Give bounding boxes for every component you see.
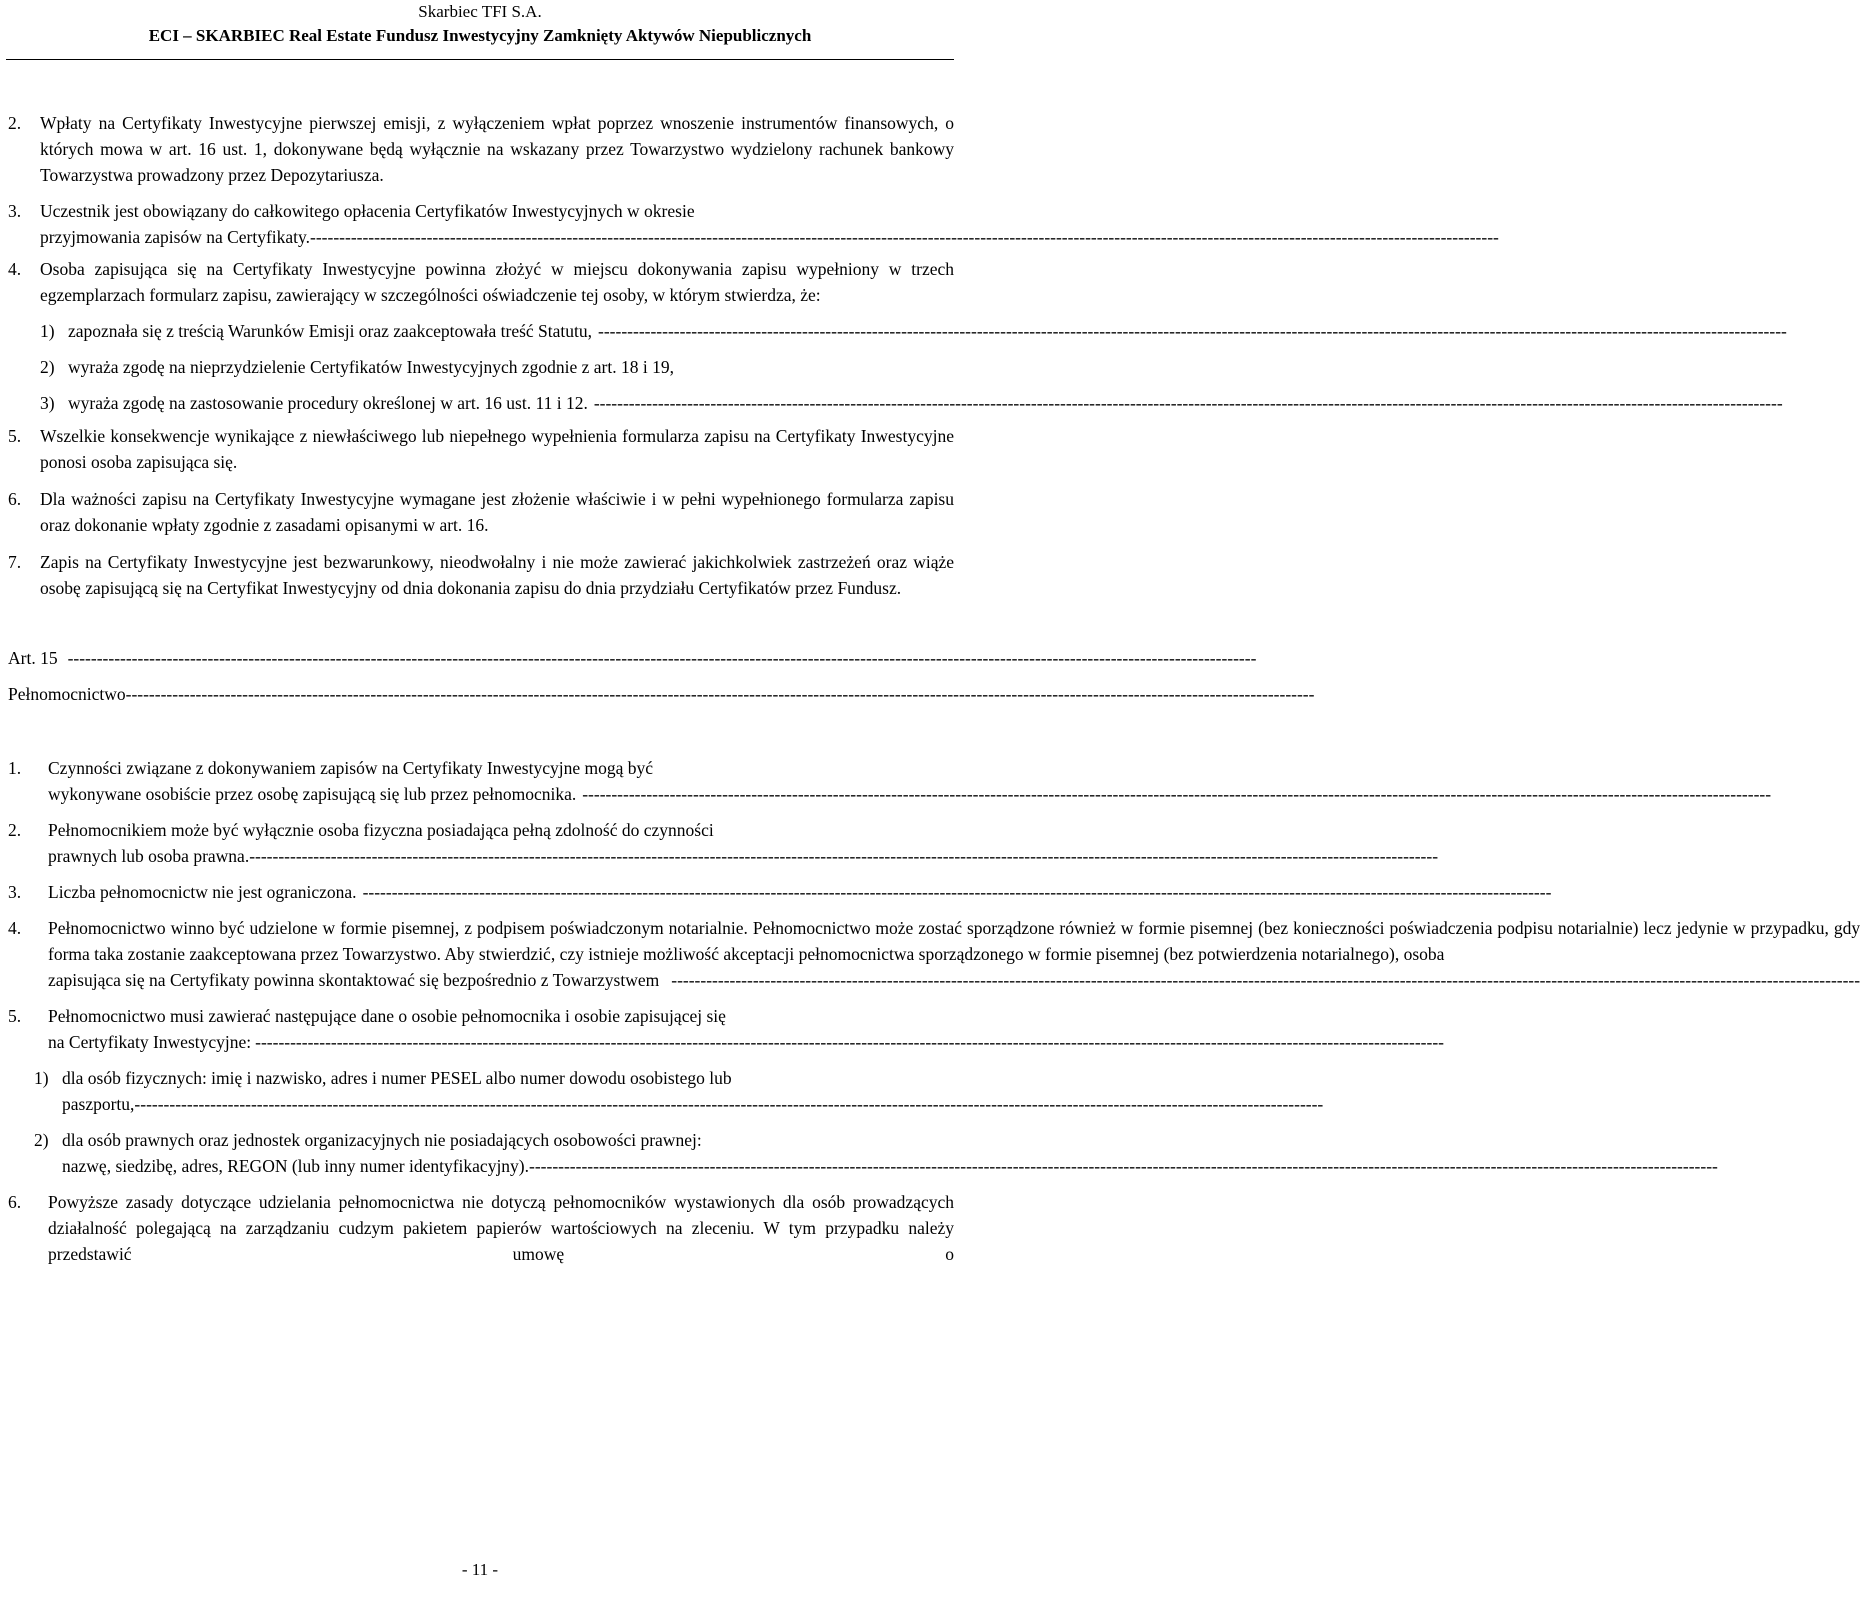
dash-fill: ------------------------------------------------------------------------------------------------------------------------------------------------------------------------------------------------------------ (529, 1156, 1718, 1176)
sublist-item (40, 354, 954, 380)
item-body (48, 817, 1438, 869)
item-text: Pełnomocnictwo musi zawierać następujące dane o osobie pełnomocnika i osobie zapisującej się (48, 1006, 726, 1026)
sub-number: 1) (40, 321, 55, 341)
sub-number: 2) (34, 1130, 49, 1150)
article-title-text: Pełnomocnictwo (8, 684, 126, 704)
paragraph-item (8, 486, 954, 538)
header-rule (6, 59, 954, 60)
item-body (48, 755, 1771, 807)
dash-fill: ------------------------------------------------------------------------------------------------------------------------------------------------------------------------------------------------------------ (125, 684, 1315, 704)
sublist (34, 1065, 1718, 1179)
paragraph-item (8, 755, 1772, 807)
item-text-end: zapisująca się na Certyfikaty powinna skontaktować się bezpośrednio z Towarzystwem (48, 970, 660, 990)
dash-fill: ------------------------------------------------------------------------------------------------------------------------------------------------------------------------------------------------------------ (134, 1094, 1324, 1114)
item-body (62, 1127, 1718, 1179)
sub-text-end: paszportu, (62, 1094, 135, 1114)
sublist-item (34, 1127, 1718, 1179)
item-text: Dla ważności zapisu na Certyfikaty Inwestycyjne wymagane jest złożenie właściwie i w pełni wypełnionego formularza zapisu oraz dokonanie wpłaty zgodnie z zasadami opisanymi w art. 16. (40, 489, 954, 535)
item-text: Uczestnik jest obowiązany do całkowitego opłacenia Certyfikatów Inwestycyjnych w okresie (40, 201, 695, 221)
item-text: Wpłaty na Certyfikaty Inwestycyjne pierwszej emisji, z wyłączeniem wpłat poprzez wnoszenie instrumentów finansowych, o których mowa w art. 16 ust. 1, dokonywane będą wyłącznie na wskazany przez Towarzystwo wydzielony rachunek bankowy Towarzystwa prowadzony przez Depozytariusza. (40, 113, 954, 185)
item-last-line (48, 879, 1551, 905)
item-text-end: na Certyfikaty Inwestycyjne: (48, 1032, 252, 1052)
sublist (40, 318, 1787, 416)
item-text-end: przyjmowania zapisów na Certyfikaty. (40, 227, 311, 247)
document-body (8, 110, 1860, 1267)
dash-fill: ------------------------------------------------------------------------------------------------------------------------------------------------------------------------------------------------------------ (310, 227, 1499, 247)
item-text: Osoba zapisująca się na Certyfikaty Inwestycyjne powinna złożyć w miejscu dokonywania zapisu wypełniony w trzech egzemplarzach formularz zapisu, zawierający w szczególności oświadczenie tej osoby, w którym stwierdza, że: (40, 259, 954, 305)
paragraph-item (8, 549, 954, 601)
item-last-line (48, 1029, 1444, 1055)
item-number: 4. (8, 918, 22, 938)
item-number: 5. (8, 1006, 22, 1026)
item-number: 6. (8, 489, 22, 509)
article-heading (8, 645, 1257, 671)
sub-text: zapoznała się z treścią Warunków Emisji oraz zaakceptowała treść Statutu, (68, 321, 593, 341)
sub-text: wyraża zgodę na zastosowanie procedury określonej w art. 16 ust. 11 i 12. (68, 393, 588, 413)
item-text-end: wykonywane osobiście przez osobę zapisującą się lub przez pełnomocnika. (48, 784, 577, 804)
item-number: 2. (8, 820, 22, 840)
item-body (40, 198, 1499, 250)
item-number: 3. (8, 201, 22, 221)
item-body (48, 1003, 1444, 1055)
item-last-line (40, 224, 1499, 250)
company-name: Skarbiec TFI S.A. (418, 2, 542, 21)
dash-fill: ------------------------------------------------------------------------------------------------------------------------------------------------------------------------------------------------------------ (249, 846, 1439, 866)
sub-text-end: nazwę, siedzibę, adres, REGON (lub inny numer identyfikacyjny). (62, 1156, 530, 1176)
item-text-end: Liczba pełnomocnictw nie jest ograniczona. (48, 882, 357, 902)
article-title (8, 681, 1315, 707)
sublist-item (34, 1065, 1324, 1117)
item-body (62, 1065, 1323, 1117)
paragraph-item (8, 110, 954, 188)
item-text: Powyższe zasady dotyczące udzielania pełnomocnictwa nie dotyczą pełnomocników wystawionych dla osób prowadzących działalność polegającą na zarządzaniu cudzym pakietem papierów wartościowych na zleceniu. W tym przypadku należy przedstawić umowę o (48, 1192, 954, 1264)
paragraph-item (8, 1189, 954, 1267)
dash-fill: ------------------------------------------------------------------------------------------------------------------------------------------------------------------------------------------------------------ (593, 393, 1783, 413)
item-number: 5. (8, 426, 22, 446)
paragraph-item (8, 879, 1552, 905)
item-text: Zapis na Certyfikaty Inwestycyjne jest bezwarunkowy, nieodwołalny i nie może zawierać jakichkolwiek zastrzeżeń oraz wiąże osobę zapisującą się na Certyfikat Inwestycyjny od dnia dokonania zapisu do dnia przydziału Certyfikatów przez Fundusz. (40, 552, 954, 598)
document-header (0, 0, 960, 49)
item-text: Pełnomocnikiem może być wyłącznie osoba fizyczna posiadająca pełną zdolność do czynności (48, 820, 714, 840)
article-number: Art. 15 (8, 648, 58, 668)
paragraph-item (8, 1003, 1444, 1055)
paragraph-item (8, 256, 954, 308)
sublist-item (40, 318, 1787, 344)
dash-fill: ------------------------------------------------------------------------------------------------------------------------------------------------------------------------------------------------------------ (671, 970, 1860, 990)
fund-name: ECI – SKARBIEC Real Estate Fundusz Inwestycyjny Zamknięty Aktywów Niepublicznych (148, 26, 812, 45)
paragraph-item (8, 423, 954, 475)
item-text: Czynności związane z dokonywaniem zapisów na Certyfikaty Inwestycyjne mogą być (48, 758, 654, 778)
page-number: - 11 - (461, 1560, 499, 1579)
sublist-item (40, 390, 1783, 416)
paragraph-item (8, 817, 1439, 869)
item-last-line (48, 967, 1860, 993)
dash-fill: ------------------------------------------------------------------------------------------------------------------------------------------------------------------------------------------------------------ (582, 784, 1772, 804)
item-number: 3. (8, 882, 22, 902)
item-number: 6. (8, 1192, 22, 1212)
item-number: 7. (8, 552, 22, 572)
sub-number: 1) (34, 1068, 49, 1088)
item-number: 4. (8, 259, 22, 279)
item-body (48, 915, 1860, 993)
item-number: 2. (8, 113, 22, 133)
item-last-line (48, 843, 1438, 869)
item-text: Wszelkie konsekwencje wynikające z niewłaściwego lub niepełnego wypełnienia formularza zapisu na Certyfikaty Inwestycyjne ponosi osoba zapisująca się. (40, 426, 954, 472)
sub-text: dla osób fizycznych: imię i nazwisko, adres i numer PESEL albo numer dowodu osobistego lub (62, 1068, 732, 1088)
dash-fill: ------------------------------------------------------------------------------------------------------------------------------------------------------------------------------------------------------------ (598, 321, 1787, 341)
paragraph-item (8, 915, 1860, 993)
item-number: 1. (8, 758, 22, 778)
sub-text: wyraża zgodę na nieprzydzielenie Certyfikatów Inwestycyjnych zgodnie z art. 18 i 19, (68, 357, 674, 377)
item-last-line (62, 1153, 1718, 1179)
sub-number: 2) (40, 357, 55, 377)
item-text: Pełnomocnictwo winno być udzielone w formie pisemnej, z podpisem poświadczonym notarialnie. Pełnomocnictwo może zostać sporządzone również w formie pisemnej (bez konieczności poświadczenia podpisu notarialnie) lecz jedynie w przypadku, gdy forma taka zostanie zaakceptowana przez Towarzystwo. Aby stwierdzić, czy istnieje możliwość akceptacji pełnomocnictwa sporządzonego w formie pisemnej (bez potwierdzenia notarialnego), osoba (48, 918, 1860, 964)
paragraph-item (8, 198, 1499, 250)
item-last-line (48, 781, 1771, 807)
item-last-line (62, 1091, 1323, 1117)
dash-fill: ------------------------------------------------------------------------------------------------------------------------------------------------------------------------------------------------------------ (362, 882, 1552, 902)
dash-fill: ------------------------------------------------------------------------------------------------------------------------------------------------------------------------------------------------------------ (255, 1032, 1444, 1052)
sub-text: dla osób prawnych oraz jednostek organizacyjnych nie posiadających osobowości prawnej: (62, 1130, 702, 1150)
dash-fill: ------------------------------------------------------------------------------------------------------------------------------------------------------------------------------------------------------------ (67, 648, 1257, 668)
item-text-end: prawnych lub osoba prawna. (48, 846, 250, 866)
sub-number: 3) (40, 393, 55, 413)
